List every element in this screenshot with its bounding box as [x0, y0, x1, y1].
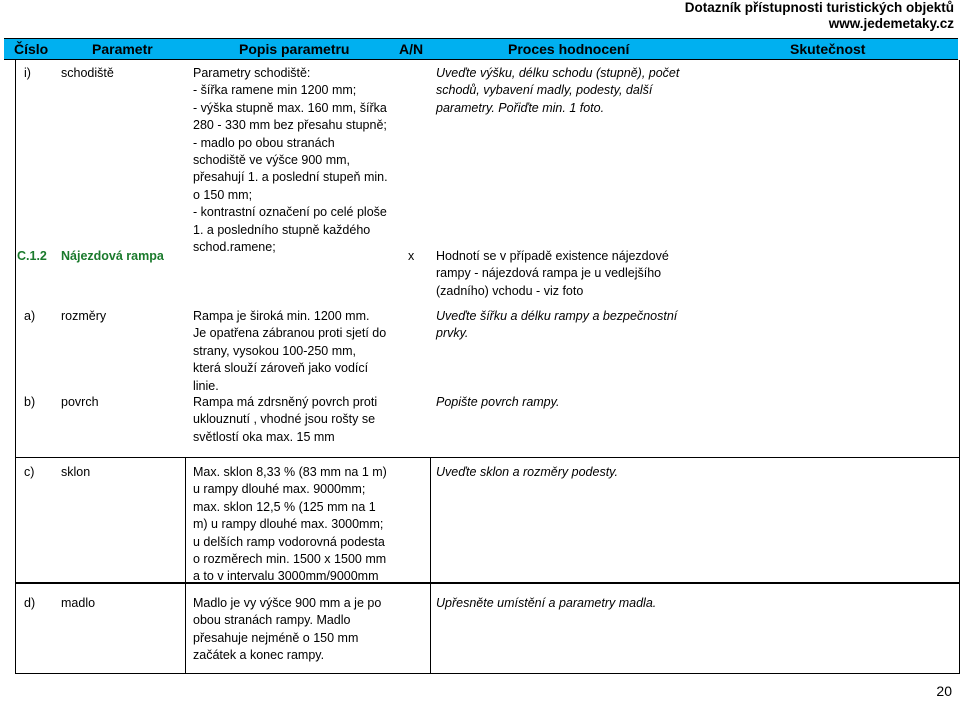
row-description: Rampa má zdrsněný povrch proti uklouznutí , vhodné jsou rošty se světlostí oka max. 15 mm — [193, 395, 378, 444]
column-divider — [185, 457, 186, 674]
column-header-yes-no: A/N — [399, 41, 424, 57]
document-title: Dotazník přístupnosti turistických objektů — [684, 0, 954, 15]
row-description: Max. sklon 8,33 % (83 mm na 1 m) u rampy dlouhé max. 9000mm; max. sklon 12,5 % (125 mm na 1 m) u rampy dlouhé max. 3000mm; u delších ramp vodorovná podesta o rozměrech min. 1500 x 1500 mm a to v intervalu 3000mm/9000mm — [193, 465, 387, 584]
row-evaluation: Uveďte sklon a rozměry podesty. — [436, 465, 618, 479]
row-evaluation: Uveďte šířku a délku rampy a bezpečnostní prvky. — [436, 309, 678, 341]
row-number: i) — [24, 66, 31, 80]
document-header — [685, 0, 954, 32]
row-parameter: schodiště — [61, 66, 114, 80]
row-description: Madlo je vy výšce 900 mm a je po obou stranách rampy. Madlo přesahuje nejméně o 150 mm začátek a konec rampy. — [193, 596, 382, 663]
row-number: c) — [24, 465, 35, 479]
row-description: Rampa je široká min. 1200 mm. Je opatřena zábranou proti sjetí do strany, vysokou 100-250 mm, která slouží zároveň jako vodící linie. — [193, 309, 387, 393]
row-description: Parametry schodiště: - šířka ramene min 1200 mm; - výška stupně max. 160 mm, šířka 280 - 330 mm bez přesahu stupně; - madlo po obou stranách schodiště ve výšce 900 mm, přesahují 1. a poslední stupeň min. o 150 mm; - kontrastní označení po celé ploše 1. a posledního stupně každého schod.ramene; — [193, 66, 388, 255]
column-header-description: Popis parametru — [239, 41, 350, 57]
yes-no-mark: x — [408, 249, 415, 263]
website-url: www.jedemetaky.cz — [828, 16, 954, 31]
row-evaluation: Upřesněte umístění a parametry madla. — [436, 596, 657, 610]
column-divider — [430, 457, 431, 674]
row-parameter: madlo — [61, 596, 96, 610]
column-header-number: Číslo — [14, 41, 49, 57]
section-parameter: Nájezdová rampa — [61, 249, 164, 263]
column-header-actual: Skutečnost — [790, 41, 866, 57]
row-parameter: sklon — [61, 465, 91, 479]
row-evaluation: Hodnotí se v případě existence nájezdové rampy - nájezdová rampa je u vedlejšího (zadního) vchodu - viz foto — [436, 249, 669, 298]
row-evaluation: Uveďte výšku, délku schodu (stupně), počet schodů, vybavení madly, podesty, další parametry. Pořiďte min. 1 foto. — [436, 66, 680, 115]
page-number: 20 — [936, 683, 952, 699]
column-header-parameter: Parametr — [92, 41, 153, 57]
table-header — [4, 38, 958, 60]
row-number: a) — [24, 309, 36, 323]
row-parameter: rozměry — [61, 309, 107, 323]
row-parameter: povrch — [61, 395, 99, 409]
section-number: C.1.2 — [17, 249, 47, 263]
row-number: d) — [24, 596, 36, 610]
row-number: b) — [24, 395, 36, 409]
row-evaluation: Popište povrch rampy. — [436, 395, 560, 409]
column-header-evaluation: Proces hodnocení — [508, 41, 630, 57]
